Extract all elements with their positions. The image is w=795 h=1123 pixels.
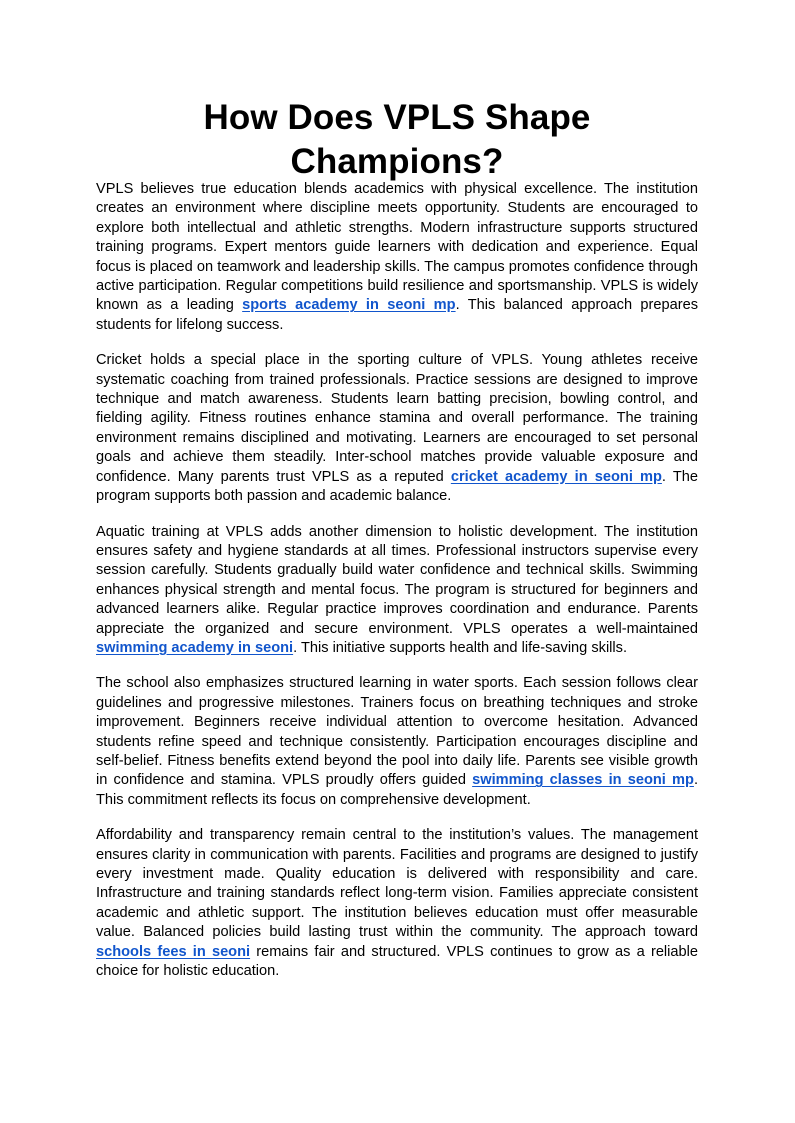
link-cricket-academy[interactable]: cricket academy in seoni mp (450, 468, 662, 485)
paragraph-text: Aquatic training at VPLS adds another dimension to holistic development. The institution ensures safety and hygiene standards at all times. Professional instructors supervise every session carefully. Students gradually build water confidence and technical skills. Swimming enhances physical strength and mental focus. The program is structured for beginners and advanced learners alike. Regular practice improves coordination and endurance. Parents appreciate the organized and secure environment. VPLS operates a well-maintained (96, 523, 698, 637)
paragraph-cricket-academy (96, 351, 698, 506)
paragraph-sports-academy (96, 180, 698, 335)
paragraph-swimming-classes (96, 674, 698, 810)
link-swimming-classes[interactable]: swimming classes in seoni mp (472, 772, 694, 789)
link-school-fees[interactable]: schools fees in seoni (96, 943, 251, 960)
link-swimming-academy[interactable]: swimming academy in seoni (96, 639, 294, 656)
paragraph-school-fees (96, 826, 698, 981)
paragraph-text: . This initiative supports health and life-saving skills. (293, 639, 628, 656)
paragraph-text: Affordability and transparency remain central to the institution’s values. The management ensures clarity in communication with parents. Facilities and programs are designed to justify every investment made. Quality education is delivered with responsibility and care. Infrastructure and training standards reflect long-term vision. Families appreciate consistent academic and athletic support. The institution believes education must offer measurable value. Balanced policies build lasting trust within the community. The approach toward (96, 827, 698, 941)
paragraph-text: remains fair and structured. VPLS continues to grow as a reliable choice for holistic education. (96, 943, 699, 980)
page-title: How Does VPLS Shape Champions? (203, 98, 591, 181)
paragraph-text: Cricket holds a special place in the sporting culture of VPLS. Young athletes receive systematic coaching from trained professionals. Practice sessions are designed to improve technique and match awareness. Students learn batting precision, bowling control, and fielding agility. Fitness routines enhance stamina and overall performance. The training environment remains disciplined and motivating. Learners are encouraged to set personal goals and achieve them steadily. Inter-school matches provide valuable exposure and confidence. Many parents trust VPLS as a reputed (96, 352, 698, 485)
paragraph-text: . This balanced approach prepares students for lifelong success. (96, 297, 698, 333)
paragraph-text: . The program supports both passion and academic balance. (96, 468, 698, 505)
paragraph-text: VPLS believes true education blends academics with physical excellence. The institution creates an environment where discipline meets opportunity. Students are encouraged to explore both intellectual and athletic strengths. Modern infrastructure supports structured training programs. Expert mentors guide learners with dedication and experience. Equal focus is placed on teamwork and leadership skills. The campus promotes confidence through active participation. Regular competitions build resilience and sportsmanship. VPLS is widely known as a leading (96, 181, 698, 314)
link-sports-academy[interactable]: sports academy in seoni mp (242, 297, 456, 314)
paragraph-swimming-academy (96, 523, 698, 659)
paragraph-text: The school also emphasizes structured learning in water sports. Each session follows clear guidelines and progressive milestones. Trainers focus on breathing techniques and stroke improvement. Beginners receive individual attention to overcome hesitation. Advanced students refine speed and technique consistently. Participation encourages discipline and self-belief. Fitness benefits extend beyond the pool into daily life. Parents see visible growth in confidence and stamina. VPLS proudly offers guided (96, 675, 698, 789)
paragraph-text: . This commitment reflects its focus on comprehensive development. (96, 772, 698, 808)
article-body (96, 180, 698, 997)
